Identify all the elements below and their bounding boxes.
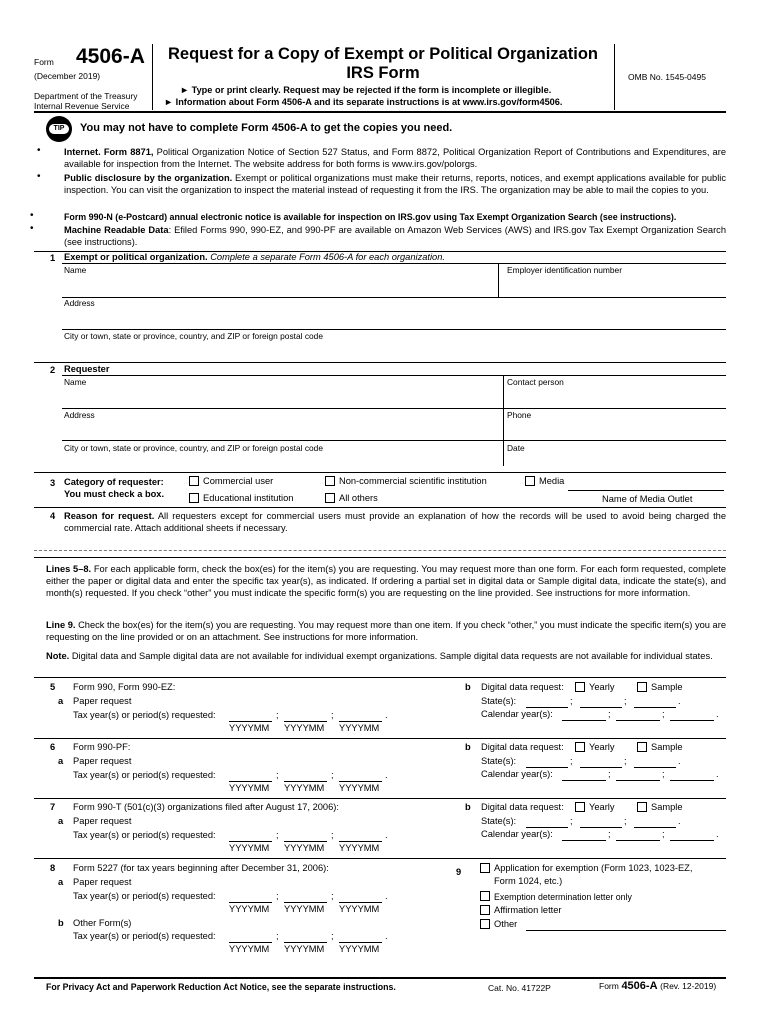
line7-number: 7: [50, 802, 56, 812]
line7a-paper-label: Paper request: [73, 816, 132, 826]
line5b-cal3-field[interactable]: [670, 709, 714, 721]
line2-address-rule: [62, 440, 726, 441]
bullet-machine-readable: [64, 224, 726, 248]
educational-checkbox[interactable]: [189, 493, 199, 503]
commercial-user-checkbox[interactable]: [189, 476, 199, 486]
line1-ein-field[interactable]: [507, 278, 723, 294]
noncommercial-checkbox[interactable]: [325, 476, 335, 486]
line1-address-rule: [62, 329, 726, 330]
line5a-sep2: ;: [331, 710, 334, 720]
line6a-sep1: ;: [276, 770, 279, 780]
line6a-tax-years-label: Tax year(s) or period(s) requested:: [73, 770, 216, 780]
media-outlet-label: Name of Media Outlet: [602, 494, 693, 504]
line8b-format2: YYYYMM: [284, 944, 325, 954]
line7b-cal3-field[interactable]: [670, 829, 714, 841]
line2-title: Requester: [64, 364, 110, 374]
line5-title: Form 990, Form 990-EZ:: [73, 682, 176, 692]
line6b-state-sep2: ;: [624, 756, 627, 766]
note-heading: Note.: [46, 651, 70, 661]
form-block-9: [440, 861, 740, 941]
line8b-other-label: Other Form(s): [73, 918, 132, 928]
line8a-period: .: [385, 891, 388, 901]
line6b-cal-sep1: ;: [608, 769, 611, 779]
line7b-yearly-label: Yearly: [589, 802, 615, 812]
line8a-paper-label: Paper request: [73, 877, 132, 887]
line1-bottom-rule: [34, 362, 726, 363]
line1-name-field[interactable]: [64, 278, 494, 294]
line2-heading-rule: [62, 375, 726, 376]
line2-divider: [503, 375, 504, 466]
line5a-tax-years-label: Tax year(s) or period(s) requested:: [73, 710, 216, 720]
line6b-state2-field[interactable]: [580, 756, 622, 768]
line5a-year1-field[interactable]: [229, 710, 272, 722]
bullet-internet-text: Political Organization Notice of Section 527 Status, and Form 8872, Political Organization Report of Contributions and Expenditures, are available for inspection from the Internet. The website address for both forms is www.irs.gov/polorgs.: [64, 147, 726, 169]
line6b-cal-period: .: [716, 769, 719, 779]
line8a-year3-field[interactable]: [339, 891, 382, 903]
line8b-sep2: ;: [331, 931, 334, 941]
line5b-state-sep1: ;: [570, 696, 573, 706]
line7b-letter: b: [465, 802, 471, 812]
line9-number: 9: [456, 867, 462, 877]
line6a-period: .: [385, 770, 388, 780]
line6b-calendar-label: Calendar year(s):: [481, 769, 553, 779]
line6b-cal2-field[interactable]: [616, 769, 660, 781]
line6a-year3-field[interactable]: [339, 770, 382, 782]
bullet-dot-1: •: [37, 145, 41, 156]
line6a-year1-field[interactable]: [229, 770, 272, 782]
block7-bottom-rule: [34, 858, 726, 859]
line8b-period: .: [385, 931, 388, 941]
bullet-public-disclosure: [64, 172, 726, 196]
media-checkbox[interactable]: [525, 476, 535, 486]
form-block-6: [0, 741, 770, 801]
line7a-year3-field[interactable]: [339, 830, 382, 842]
line7b-cal-sep2: ;: [662, 829, 665, 839]
line8b-tax-years-label: Tax year(s) or period(s) requested:: [73, 931, 216, 941]
line8b-format3: YYYYMM: [339, 944, 380, 954]
line7b-sample-label: Sample: [651, 802, 683, 812]
line6a-format1: YYYYMM: [229, 783, 270, 793]
line5b-sample-checkbox[interactable]: [637, 682, 647, 692]
line5b-state1-field[interactable]: [526, 696, 568, 708]
form-block-5: [0, 681, 770, 741]
lines-5-8-instructions: [46, 563, 726, 599]
media-label: Media: [539, 476, 565, 486]
line2-name-rule: [62, 408, 726, 409]
line5b-cal-sep1: ;: [608, 709, 611, 719]
line6a-letter: a: [58, 756, 64, 766]
footer-top-rule: [34, 977, 726, 979]
line6b-letter: b: [465, 742, 471, 752]
line5a-paper-label: Paper request: [73, 696, 132, 706]
line4-body: All requesters except for commercial users must provide an explanation of how the records will be used to avoid being charged the commercial rate. Attach additional sheets if necessary.: [64, 511, 727, 533]
line6a-paper-label: Paper request: [73, 756, 132, 766]
line6a-format3: YYYYMM: [339, 783, 380, 793]
line8a-format1: YYYYMM: [229, 904, 270, 914]
exemption-application-label2: Form 1024, etc.): [494, 876, 563, 886]
line7b-state1-field[interactable]: [526, 816, 568, 828]
line7a-format1: YYYYMM: [229, 843, 270, 853]
line5a-period: .: [385, 710, 388, 720]
line3-label2: You must check a box.: [64, 489, 165, 499]
line8a-tax-years-label: Tax year(s) or period(s) requested:: [73, 891, 216, 901]
line6-number: 6: [50, 742, 56, 752]
line2-address-field[interactable]: [64, 422, 498, 438]
line6b-cal1-field[interactable]: [562, 769, 606, 781]
line8-number: 8: [50, 863, 56, 873]
line7b-calendar-label: Calendar year(s):: [481, 829, 553, 839]
line5b-cal-sep2: ;: [662, 709, 665, 719]
line2-name-field[interactable]: [64, 390, 498, 406]
line-9-heading: Line 9.: [46, 620, 76, 630]
line7b-cal1-field[interactable]: [562, 829, 606, 841]
instruction-website: ► Information about Form 4506-A and its separate instructions is at www.irs.gov/form4506.: [164, 97, 563, 107]
all-others-label: All others: [339, 493, 378, 503]
line2-phone-label: Phone: [507, 410, 532, 420]
line6b-cal3-field[interactable]: [670, 769, 714, 781]
tip-text: You may not have to complete Form 4506-A to get the copies you need.: [80, 122, 453, 134]
line2-date-field[interactable]: [507, 455, 723, 465]
commercial-user-label: Commercial user: [203, 476, 274, 486]
line1-title: Exempt or political organization.: [64, 252, 208, 262]
line8a-year2-field[interactable]: [284, 891, 327, 903]
line5b-cal1-field[interactable]: [562, 709, 606, 721]
lines-5-8-text: For each applicable form, check the box(es) for the item(s) you are requesting. You may request more than one form. For each form requested, complete either the paper or digital data and enter the specific tax year(s), as indicated. If ordering a partial set in digital data or Sample digital data, indicate the state(s), and month(s) requested. If you check “other” you must indicate the specific form(s) you are requesting on the line provided. See instructions for more information.: [46, 564, 726, 598]
bullet-dot-2: •: [37, 171, 41, 182]
line7-title: Form 990-T (501(c)(3) organizations filed after August 17, 2006):: [73, 802, 339, 812]
line7b-digital-label: Digital data request:: [481, 802, 564, 812]
line6b-digital-label: Digital data request:: [481, 742, 564, 752]
line6a-year2-field[interactable]: [284, 770, 327, 782]
other-item-field[interactable]: [526, 919, 726, 931]
line2-date-label: Date: [507, 443, 525, 453]
line6a-sep2: ;: [331, 770, 334, 780]
line7a-year1-field[interactable]: [229, 830, 272, 842]
line5b-sample-label: Sample: [651, 682, 683, 692]
line7b-cal-period: .: [716, 829, 719, 839]
bullet-machine-text: : Efiled Forms 990, 990-EZ, and 990-PF are available on Amazon Web Services (AWS) and IRS.gov Tax Exempt Organization Search (see instructions).: [64, 225, 726, 247]
line6b-sample-checkbox[interactable]: [637, 742, 647, 752]
line5b-yearly-label: Yearly: [589, 682, 615, 692]
bullet-machine-heading: Machine Readable Data: [64, 225, 169, 235]
bullet-dot-4: •: [30, 223, 34, 234]
other-item-label: Other: [494, 919, 518, 929]
bullet-public-text: Exempt or political organizations must make their returns, reports, notices, and exempt applications available for public inspection. You can visit the organization to inspect the material instead of requesting it from the IRS. The organization may be able to mail the copies to you.: [64, 173, 726, 195]
bullet-internet: [64, 146, 726, 170]
line5a-letter: a: [58, 696, 64, 706]
block6-bottom-rule: [34, 798, 726, 799]
line5a-format2: YYYYMM: [284, 723, 325, 733]
line5b-state2-field[interactable]: [580, 696, 622, 708]
line8-title: Form 5227 (for tax years beginning after December 31, 2006):: [73, 863, 329, 873]
form-number: 4506-A: [76, 45, 145, 68]
form-title-line2: IRS Form: [346, 64, 420, 82]
line7b-state3-field[interactable]: [634, 816, 676, 828]
line4-text: [64, 510, 726, 534]
exemption-application-label1: Application for exemption (Form 1023, 1023-EZ,: [494, 863, 693, 873]
line1-heading-rule: [62, 263, 726, 264]
line5b-cal2-field[interactable]: [616, 709, 660, 721]
note-instructions: [46, 650, 726, 662]
line6b-sample-label: Sample: [651, 742, 683, 752]
line5a-year2-field[interactable]: [284, 710, 327, 722]
instruction-type-print: ► Type or print clearly. Request may be rejected if the form is incomplete or illegible.: [180, 85, 552, 95]
line8b-year2-field[interactable]: [284, 931, 327, 943]
line5b-calendar-label: Calendar year(s):: [481, 709, 553, 719]
line6b-yearly-checkbox[interactable]: [575, 742, 585, 752]
line8b-format1: YYYYMM: [229, 944, 270, 954]
line1-name-rule: [62, 297, 726, 298]
other-item-checkbox[interactable]: [480, 919, 490, 929]
form-date: (December 2019): [34, 71, 101, 81]
line6b-state1-field[interactable]: [526, 756, 568, 768]
affirmation-letter-label: Affirmation letter: [494, 905, 562, 915]
form-block-8: [0, 861, 460, 971]
line5a-year3-field[interactable]: [339, 710, 382, 722]
line2-address-label: Address: [64, 410, 95, 420]
line5b-states-label: State(s):: [481, 696, 517, 706]
line6-title: Form 990-PF:: [73, 742, 131, 752]
line2-contact-label: Contact person: [507, 377, 564, 387]
line8a-format2: YYYYMM: [284, 904, 325, 914]
line7b-states-label: State(s):: [481, 816, 517, 826]
footer-form-word: Form: [599, 981, 619, 991]
line6b-state-period: .: [678, 756, 681, 766]
line4-bottom-rule: [34, 557, 726, 558]
line8a-sep2: ;: [331, 891, 334, 901]
affirmation-letter-checkbox[interactable]: [480, 905, 490, 915]
line5a-sep1: ;: [276, 710, 279, 720]
line7a-letter: a: [58, 816, 64, 826]
line8b-year3-field[interactable]: [339, 931, 382, 943]
line2-contact-field[interactable]: [507, 390, 723, 406]
form-title-line1: Request for a Copy of Exempt or Political Organization: [168, 45, 598, 63]
line7b-state2-field[interactable]: [580, 816, 622, 828]
tip-badge-label: TIP: [49, 124, 69, 134]
line2-city-label: City or town, state or province, country, and ZIP or foreign postal code: [64, 443, 323, 453]
noncommercial-label: Non-commercial scientific institution: [339, 476, 487, 486]
line2-bottom-rule: [34, 472, 726, 473]
line7a-sep2: ;: [331, 830, 334, 840]
line6b-state3-field[interactable]: [634, 756, 676, 768]
dept-treasury: Department of the Treasury: [34, 91, 138, 101]
bullet-990n: [64, 211, 726, 223]
line4-number: 4: [50, 511, 56, 521]
line5-number: 5: [50, 682, 56, 692]
line5a-format3: YYYYMM: [339, 723, 380, 733]
line7b-cal-sep1: ;: [608, 829, 611, 839]
line7a-format3: YYYYMM: [339, 843, 380, 853]
line1-name-label: Name: [64, 265, 87, 275]
line1-ein-label: Employer identification number: [507, 265, 622, 275]
line7a-format2: YYYYMM: [284, 843, 325, 853]
line6b-cal-sep2: ;: [662, 769, 665, 779]
educational-label: Educational institution: [203, 493, 294, 503]
privacy-notice: For Privacy Act and Paperwork Reduction Act Notice, see the separate instructions.: [46, 982, 396, 992]
line7b-state-sep1: ;: [570, 816, 573, 826]
line1-address-label: Address: [64, 298, 95, 308]
line3-number: 3: [50, 478, 56, 488]
bullet-internet-heading: Internet. Form 8871,: [64, 147, 154, 157]
line8b-sep1: ;: [276, 931, 279, 941]
line1-heading: [64, 252, 445, 262]
reason-line: [34, 550, 726, 551]
line7b-yearly-checkbox[interactable]: [575, 802, 585, 812]
line3-bottom-rule: [34, 507, 726, 508]
reason-field[interactable]: [34, 535, 726, 549]
footer-revision: (Rev. 12-2019): [660, 981, 717, 991]
line7a-sep1: ;: [276, 830, 279, 840]
line-9-text: Check the box(es) for the item(s) you are requesting. You may request more than one item. If you check “other,” you must indicate the specific item(s) you are requesting on the line provided or on an attachment. See instructions for more information.: [46, 620, 726, 642]
tip-icon: [46, 116, 72, 142]
exemption-application-checkbox[interactable]: [480, 863, 490, 873]
footer-form-id: [599, 980, 716, 992]
footer-form-number: 4506-A: [621, 980, 658, 992]
line3-label1: Category of requester:: [64, 477, 164, 487]
omb-number: OMB No. 1545-0495: [628, 72, 706, 82]
line5b-yearly-checkbox[interactable]: [575, 682, 585, 692]
line7b-state-period: .: [678, 816, 681, 826]
line1-city-field[interactable]: [64, 343, 724, 359]
line8a-format3: YYYYMM: [339, 904, 380, 914]
determination-letter-label: Exemption determination letter only: [494, 892, 632, 902]
form-block-7: [0, 801, 770, 861]
bullet-public-heading: Public disclosure by the organization.: [64, 173, 233, 183]
line1-number: 1: [50, 253, 56, 263]
line8a-letter: a: [58, 877, 64, 887]
line7b-sample-checkbox[interactable]: [637, 802, 647, 812]
line1-ein-divider: [498, 263, 499, 297]
catalog-number: Cat. No. 41722P: [488, 983, 551, 993]
line5b-digital-label: Digital data request:: [481, 682, 564, 692]
line6b-state-sep1: ;: [570, 756, 573, 766]
all-others-checkbox[interactable]: [325, 493, 335, 503]
media-outlet-field[interactable]: [568, 478, 724, 491]
line2-name-label: Name: [64, 377, 87, 387]
line1-address-field[interactable]: [64, 311, 724, 327]
line6b-yearly-label: Yearly: [589, 742, 615, 752]
line8b-letter: b: [58, 918, 64, 928]
line7a-year2-field[interactable]: [284, 830, 327, 842]
line8a-sep1: ;: [276, 891, 279, 901]
line7b-cal2-field[interactable]: [616, 829, 660, 841]
instructions-bottom-rule: [34, 677, 726, 678]
header-bottom-rule: [34, 111, 726, 113]
line5a-format1: YYYYMM: [229, 723, 270, 733]
line5b-letter: b: [465, 682, 471, 692]
line6b-states-label: State(s):: [481, 756, 517, 766]
line7a-period: .: [385, 830, 388, 840]
bullet-990n-text: Form 990-N (e-Postcard) annual electronic notice is available for inspection on IRS.gov using Tax Exempt Organization Search (see instructions).: [64, 212, 677, 222]
line4-heading: Reason for request.: [64, 511, 155, 521]
lines-5-8-heading: Lines 5–8.: [46, 564, 92, 574]
line2-number: 2: [50, 365, 56, 375]
determination-letter-checkbox[interactable]: [480, 891, 490, 901]
line2-phone-field[interactable]: [507, 422, 723, 438]
line5b-cal-period: .: [716, 709, 719, 719]
line1-city-label: City or town, state or province, country, and ZIP or foreign postal code: [64, 331, 323, 341]
line5b-state-sep2: ;: [624, 696, 627, 706]
line5b-state3-field[interactable]: [634, 696, 676, 708]
dept-irs: Internal Revenue Service: [34, 101, 130, 111]
line7b-state-sep2: ;: [624, 816, 627, 826]
line7a-tax-years-label: Tax year(s) or period(s) requested:: [73, 830, 216, 840]
line2-city-field[interactable]: [64, 455, 498, 465]
line5b-state-period: .: [678, 696, 681, 706]
line8b-year1-field[interactable]: [229, 931, 272, 943]
block5-bottom-rule: [34, 738, 726, 739]
line8a-year1-field[interactable]: [229, 891, 272, 903]
form-word: Form: [34, 57, 54, 67]
line-9-instructions: [46, 619, 726, 643]
bullet-dot-3: •: [30, 210, 34, 221]
note-text: Digital data and Sample digital data are not available for individual exempt organizations. Sample digital data requests are not available for individual states.: [69, 651, 713, 661]
line6a-format2: YYYYMM: [284, 783, 325, 793]
header-divider-right: [614, 44, 615, 110]
line1-title-note: Complete a separate Form 4506-A for each organization.: [207, 252, 445, 262]
